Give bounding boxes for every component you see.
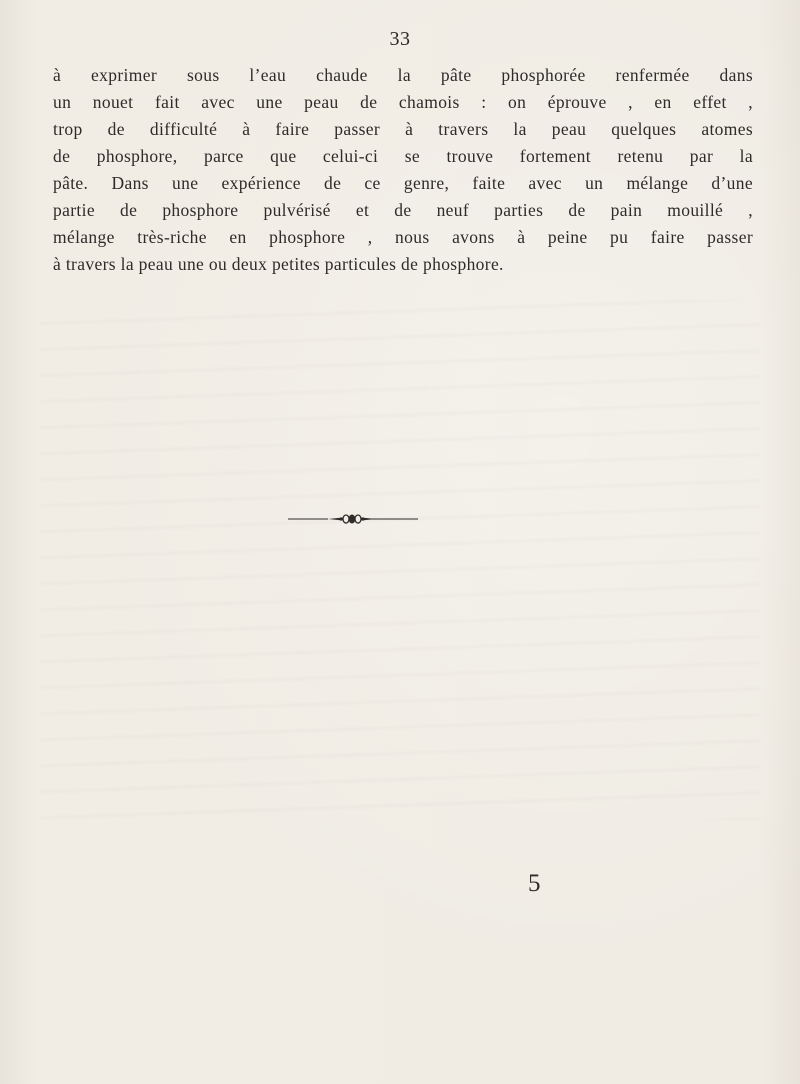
show-through-texture <box>40 300 760 820</box>
text-line: de phosphore, parce que celui-ci se trouve fortement retenu par la <box>53 146 753 166</box>
text-line: partie de phosphore pulvérisé et de neuf parties de pain mouillé , <box>53 200 753 220</box>
text-line: trop de difficulté à faire passer à travers la peau quelques atomes <box>53 119 753 139</box>
text-line: pâte. Dans une expérience de ce genre, faite avec un mélange d’une <box>53 173 753 193</box>
decorative-divider-icon <box>288 512 418 526</box>
page-number: 33 <box>389 28 411 50</box>
body-paragraph <box>53 62 753 278</box>
text-line: un nouet fait avec une peau de chamois : on éprouve , en effet , <box>53 92 753 112</box>
text-line: à travers la peau une ou deux petites particules de phosphore. <box>53 254 504 274</box>
text-line: mélange très-riche en phosphore , nous avons à peine pu faire passer <box>53 227 753 247</box>
text-line: à exprimer sous l’eau chaude la pâte phosphorée renfermée dans <box>53 65 753 85</box>
signature-mark: 5 <box>528 870 541 897</box>
